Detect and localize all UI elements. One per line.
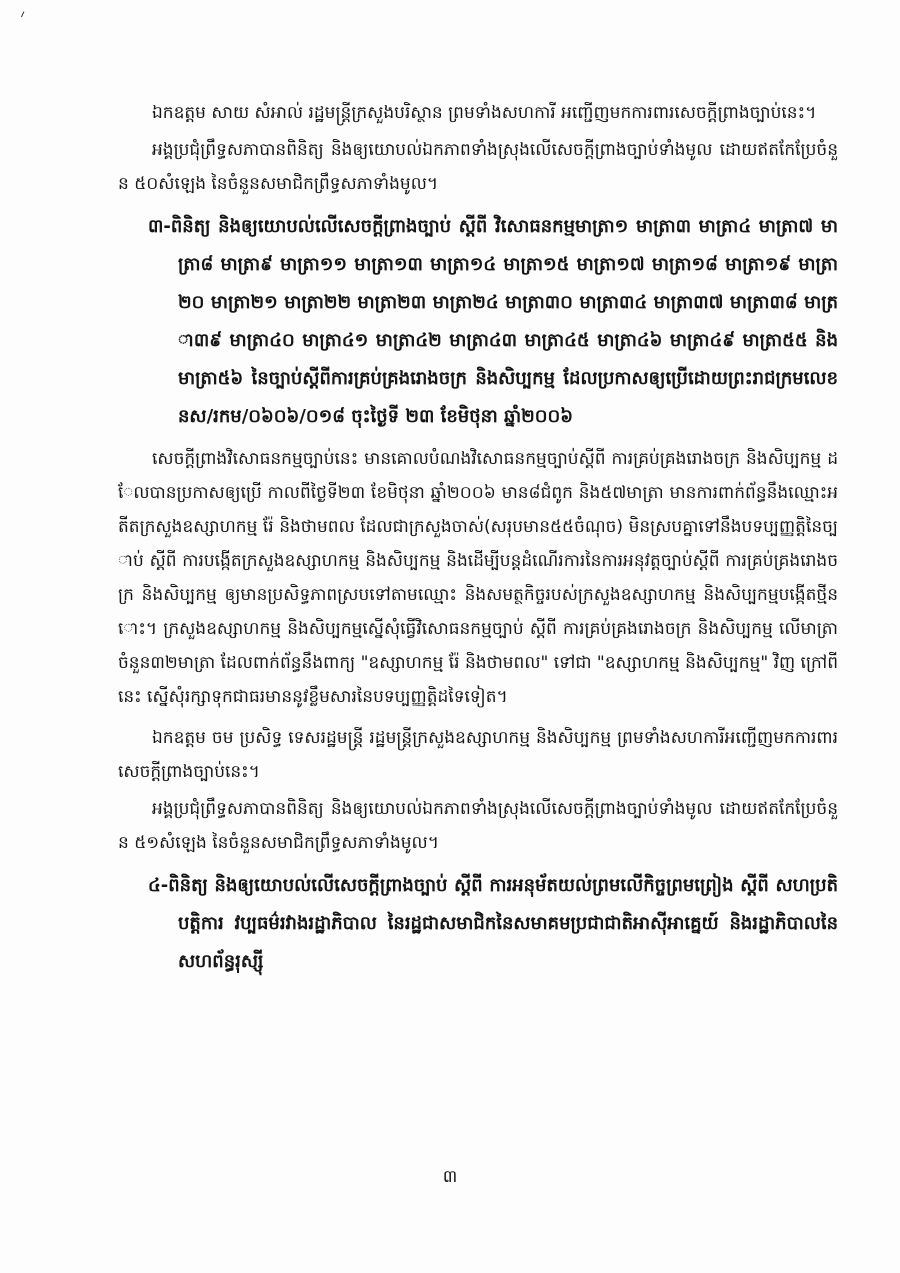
paragraph-minister-industry: ឯកឧត្តម ចម ប្រសិទ្ធ ទេសរដ្ឋមន្ត្រី រដ្ឋមន្ត្រីក្រសួងឧស្សាហកម្ម និងសិប្បកម្ម ព្រមទាំងសហការីអញ្ជើញមកការពារសេចក្តីព្រាងច្បាប់នេះ។ (118, 728, 838, 782)
page-number: ៣ (442, 1167, 458, 1187)
agenda-item-4: ៤-ពិនិត្យ និងឲ្យយោបល់លើសេចក្តីព្រាងច្បាប់ ស្តីពី ការអនុម័តយល់ព្រមលើកិច្ចព្រមព្រៀង ស្តីពី សហប្រតិបត្តិការ វប្បធម៌រវាងរដ្ឋាភិបាល នៃរដ្ឋជាសមាជិកនៃសមាគមប្រជាជាតិអាស៊ីអាគ្នេយ៍ និងរដ្ឋាភិបាលនៃសហព័ន្ធរុស្ស៊ី (148, 875, 838, 972)
corner-scan-mark (21, 11, 27, 18)
paragraph-senate-vote-2: អង្គប្រជុំព្រឹទ្ធសភាបានពិនិត្យ និងឲ្យយោបល់ឯកភាពទាំងស្រុងលើសេចក្តីព្រាងច្បាប់ទាំងមូល ដោយឥតកែប្រែចំនួន ៥១សំឡេង នៃចំនួនសមាជិកព្រឹទ្ធសភាទាំងមូល។ (118, 799, 838, 853)
page-content (118, 96, 838, 987)
paragraph-minister-environment: ឯកឧត្តម សាយ សំអាល់ រដ្ឋមន្ត្រីក្រសួងបរិស្ថាន ព្រមទាំងសហការី អញ្ជើញមកការពារសេចក្តីព្រាងច្បាប់នេះ។ (152, 103, 817, 123)
agenda-item-3: ៣-ពិនិត្យ និងឲ្យយោបល់លើសេចក្តីព្រាងច្បាប់ ស្តីពី វិសោធនកម្មមាត្រា១ មាត្រា៣ មាត្រា៤ មាត្រា៧ មាត្រា៨ មាត្រា៩ មាត្រា១១ មាត្រា១៣ មាត្រា១៤ មាត្រា១៥ មាត្រា១៧ មាត្រា១៨ មាត្រា១៩ មាត្រា២០ មាត្រា២១ មាត្រា២២ មាត្រា២៣ មាត្រា២៤ មាត្រា៣០ មាត្រា៣៤ មាត្រា៣៧ មាត្រា៣៨ មាត្រា៣៩ មាត្រា៤០ មាត្រា៤១ មាត្រា៤២ មាត្រា៤៣ មាត្រា៤៥ មាត្រា៤៦ មាត្រា៤៩ មាត្រា៥៥ និងមាត្រា៥៦ នៃច្បាប់ស្តីពីការគ្រប់គ្រងរោងចក្រ និងសិប្បកម្ម ដែលប្រកាសឲ្យប្រើដោយព្រះរាជក្រមលេខ នស/រកម/០៦០៦/០១៨ ចុះថ្ងៃទី ២៣ ខែមិថុនា ឆ្នាំ២០០៦ (148, 216, 838, 427)
paragraph-senate-vote-1: អង្គប្រជុំព្រឹទ្ធសភាបានពិនិត្យ និងឲ្យយោបល់ឯកភាពទាំងស្រុងលើសេចក្តីព្រាងច្បាប់ទាំងមូល ដោយឥតកែប្រែចំនួន ៥០សំឡេង នៃចំនួនសមាជិកព្រឹទ្ធសភាទាំងមូល។ (118, 140, 838, 194)
paragraph-amendment-purpose: សេចក្តីព្រាងវិសោធនកម្មច្បាប់នេះ មានគោលបំណងវិសោធនកម្មច្បាប់ស្តីពី ការគ្រប់គ្រងរោងចក្រ និងសិប្បកម្ម ដែលបានប្រកាសឲ្យប្រើ កាលពីថ្ងៃទី២៣ ខែមិថុនា ឆ្នាំ២០០៦ មាន៨ជំពូក និង៥៧មាត្រា មានការពាក់ព័ន្ធនឹងឈ្មោះអតីតក្រសួងឧស្សាហកម្ម រ៉ែ និងថាមពល ដែលជាក្រសួងចាស់(សរុបមាន៥៥ចំណុច) មិនស្របគ្នាទៅនឹងបទប្បញ្ញត្តិនៃច្បាប់ ស្តីពី ការបង្កើតក្រសួងឧស្សាហកម្ម និងសិប្បកម្ម និងដើម្បីបន្តដំណើរការនៃការអនុវត្តច្បាប់ស្តីពី ការគ្រប់គ្រងរោងចក្រ និងសិប្បកម្ម ឲ្យមានប្រសិទ្ធភាពស្របទៅតាមឈ្មោះ និងសមត្ថកិច្ចរបស់ក្រសួងឧស្សាហកម្ម និងសិប្បកម្មបង្កើតថ្មីនោះ។ ក្រសួងឧស្សាហកម្ម និងសិប្បកម្មស្នើសុំធ្វើវិសោធនកម្មច្បាប់ ស្តីពី ការគ្រប់គ្រងរោងចក្រ និងសិប្បកម្ម លើមាត្រាចំនួន៣២មាត្រា ដែលពាក់ព័ន្ធនឹងពាក្យ "ឧស្សាហកម្ម រ៉ែ និងថាមពល" ទៅជា "ឧស្សាហកម្ម និងសិប្បកម្ម" វិញ ក្រៅពីនេះ ស្នើសុំរក្សាទុកជាធរមាននូវខ្លឹមសារនៃបទប្បញ្ញត្តិដទៃទៀត។ (118, 449, 838, 707)
